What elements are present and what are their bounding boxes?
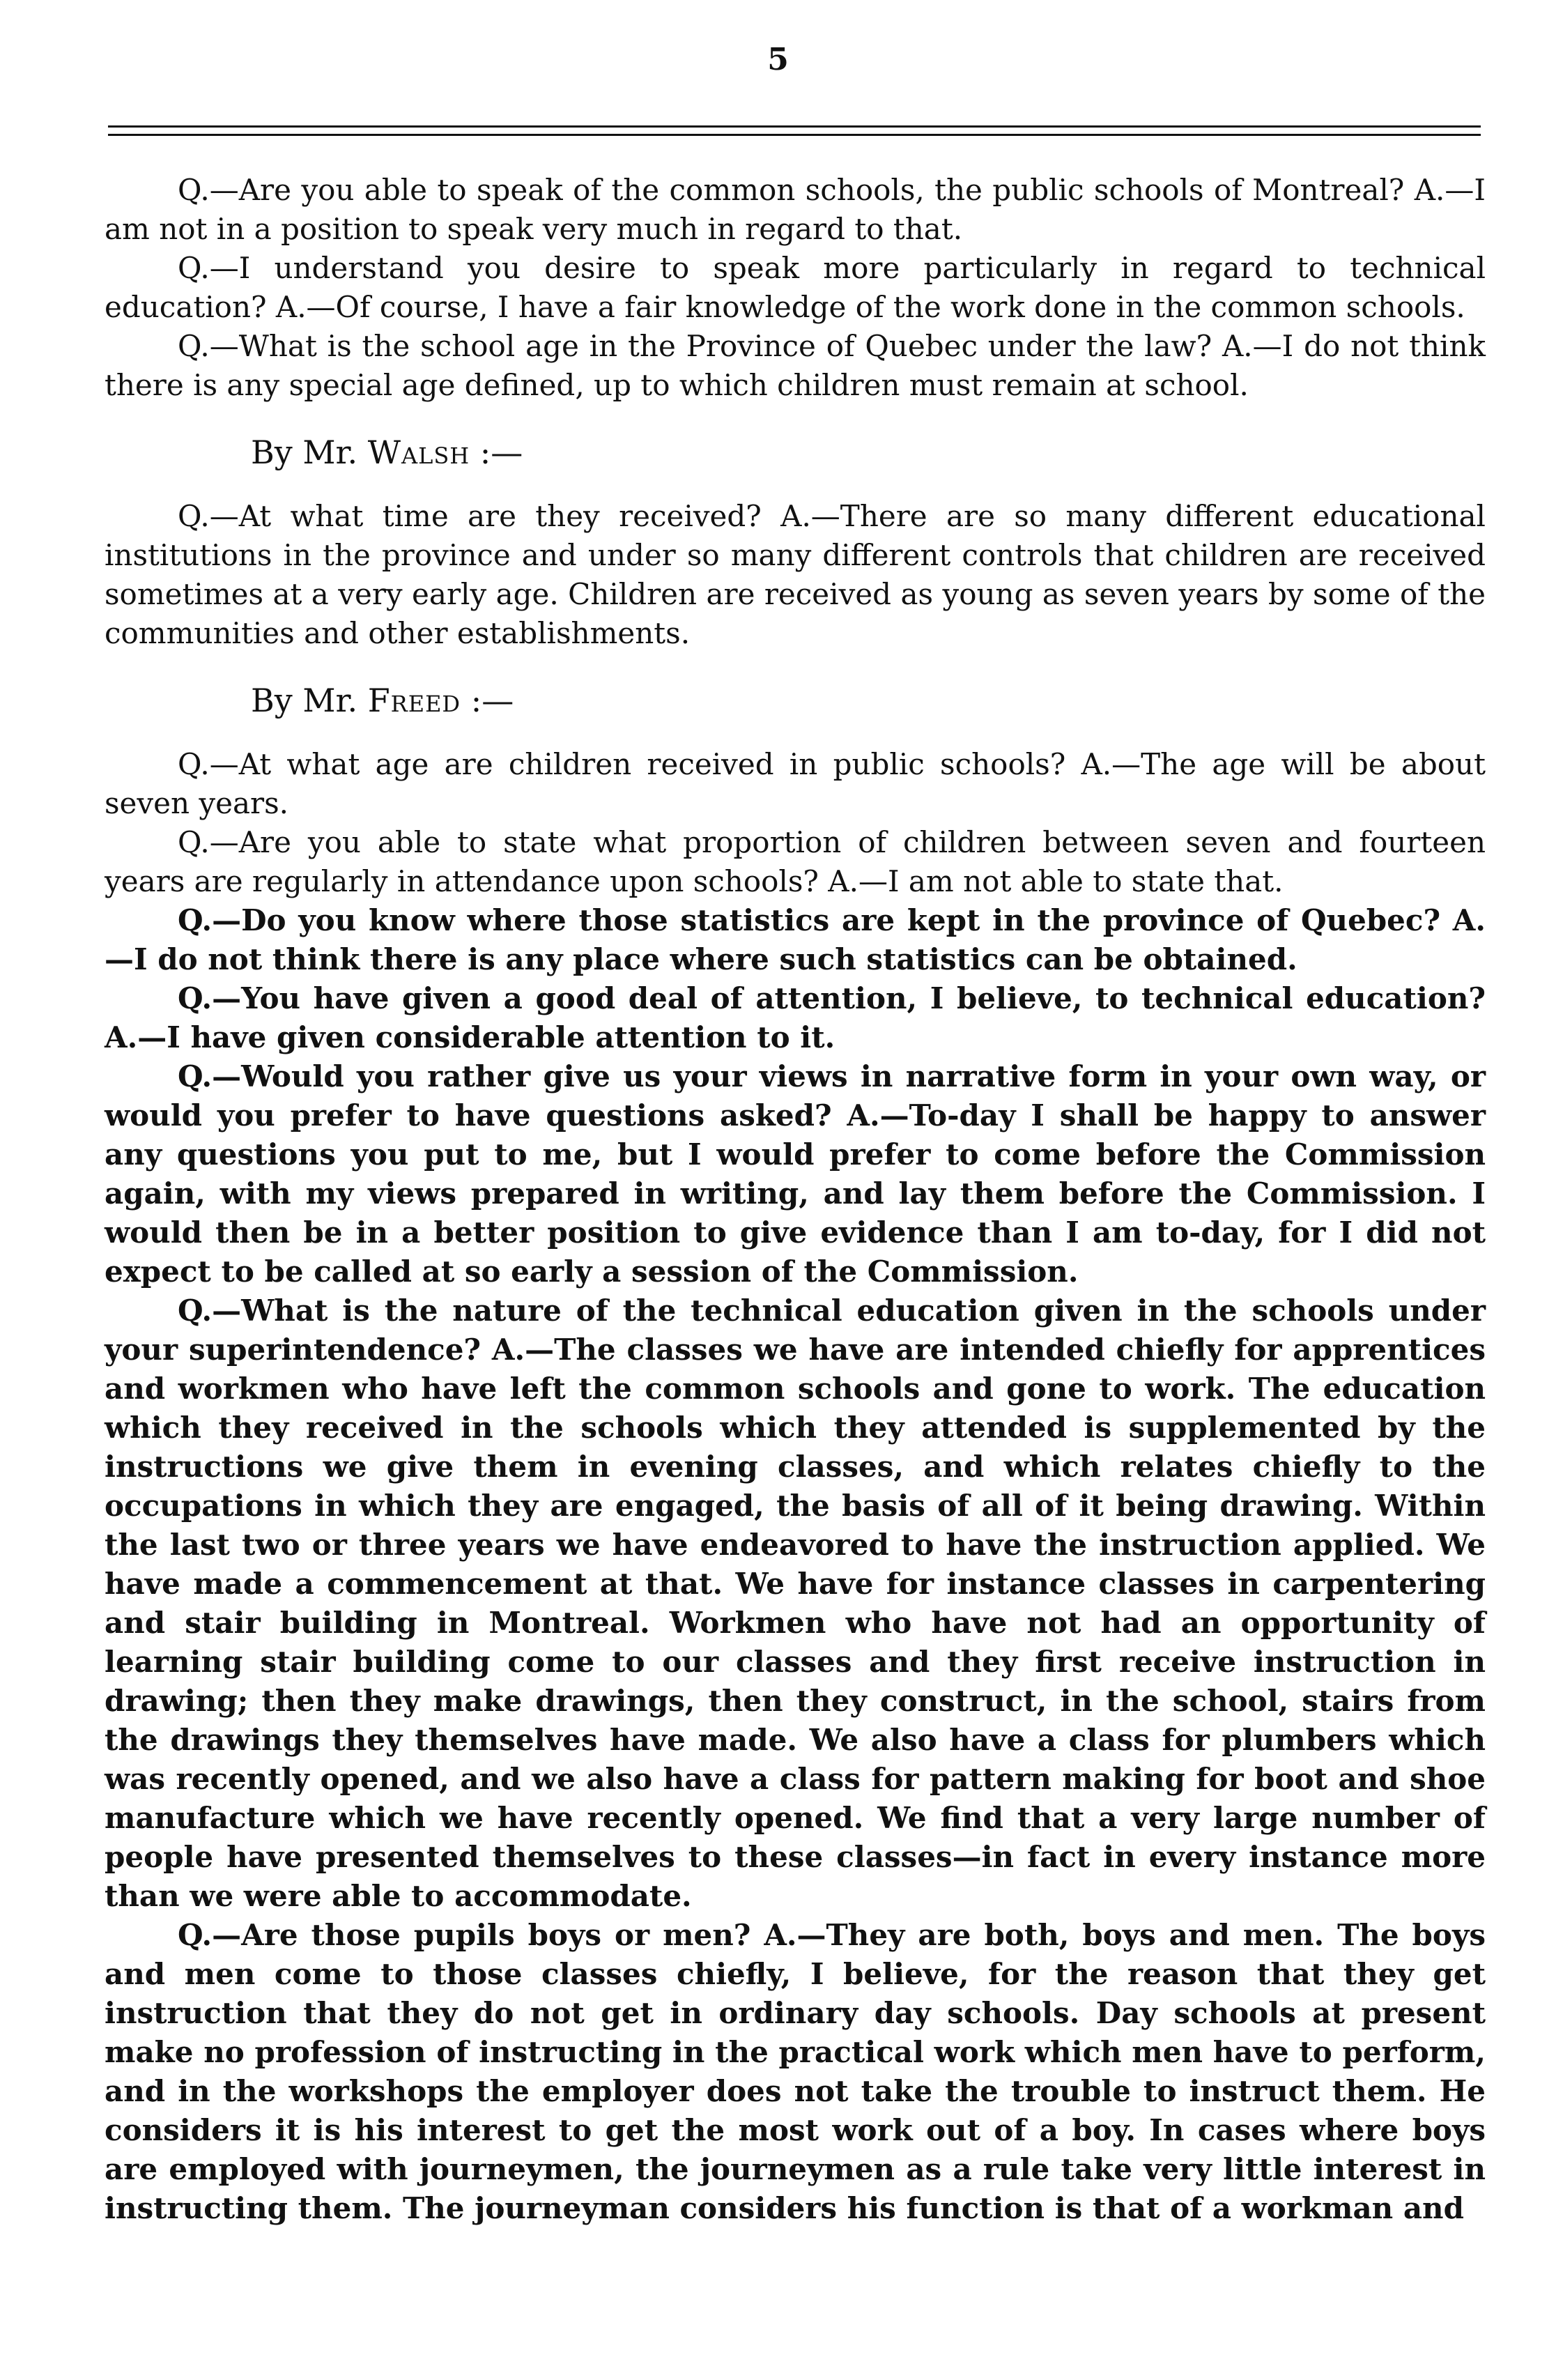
speaker-heading-walsh — [105, 433, 1486, 472]
paragraph-freed-6: Q.—What is the nature of the technical education given in the schools under your superintendence? A.—The classes we have are intended chiefly for apprentices and workmen who have left the common schools and gone to work. The education which they received in the schools which they attended is supplemented by the instructions we give them in evening classes, and which relates chiefly to the occupations in which they are engaged, the basis of all of it being drawing. Within the last two or three years we have endeavored to have the instruction applied. We have made a commencement at that. We have for instance classes in carpentering and stair building in Montreal. Workmen who have not had an opportunity of learning stair building come to our classes and they first receive instruction in drawing; then they make drawings, then they construct, in the school, stairs from the drawings they themselves have made. We also have a class for plumbers which was recently opened, and we also have a class for pattern making for boot and shoe manufacture which we have recently opened. We find that a very large number of people have presented themselves to these classes—in fact in every instance more than we were able to accommodate. — [105, 1293, 1486, 1913]
paragraph-freed-2: Q.—Are you able to state what proportion of children between seven and fourteen years are regularly in attendance upon schools? A.—I am not able to state that. — [105, 825, 1486, 898]
page-body — [105, 171, 1486, 2228]
speaker-prefix: By Mr. — [251, 682, 358, 719]
paragraph-walsh-1: Q.—At what time are they received? A.—There are so many different educational institutions in the province and under so many different controls that children are received sometimes at a very early age. Children are received as young as seven years by some of the communities and other establishments. — [105, 499, 1486, 650]
speaker-suffix: :— — [470, 682, 514, 719]
paragraph-opening-3: Q.—What is the school age in the Province of Quebec under the law? A.—I do not think there is any special age defined, up to which children must remain at school. — [105, 329, 1486, 402]
speaker-prefix: By Mr. — [251, 433, 358, 471]
speaker-name: Walsh — [367, 433, 470, 471]
paragraph-opening-1: Q.—Are you able to speak of the common schools, the public schools of Montreal? A.—I am not in a position to speak very much in regard to that. — [105, 173, 1486, 246]
paragraph-freed-3: Q.—Do you know where those statistics are kept in the province of Quebec? A.—I do not think there is any place where such statistics can be obtained. — [105, 903, 1486, 976]
speaker-suffix: :— — [479, 433, 523, 471]
paragraph-opening-2: Q.—I understand you desire to speak more particularly in regard to technical education? A.—Of course, I have a fair knowledge of the work done in the common schools. — [105, 251, 1486, 324]
paragraph-freed-1: Q.—At what age are children received in public schools? A.—The age will be about seven years. — [105, 747, 1486, 820]
paragraph-freed-7: Q.—Are those pupils boys or men? A.—They are both, boys and men. The boys and men come to those classes chiefly, I believe, for the reason that they get instruction that they do not get in ordinary day schools. Day schools at present make no profession of instructing in the practical work which men have to perform, and in the workshops the employer does not take the trouble to instruct them. He considers it is his interest to get the most work out of a boy. In cases where boys are employed with journeymen, the journeymen as a rule take very little interest in instructing them. The journeyman considers his function is that of a workman and — [105, 1918, 1486, 2225]
speaker-name: Freed — [367, 682, 461, 719]
paragraph-freed-5: Q.—Would you rather give us your views in narrative form in your own way, or would you prefer to have questions asked? A.—To-day I shall be happy to answer any questions you put to me, but I would prefer to come before the Commission again, with my views prepared in writing, and lay them before the Commission. I would then be in a better position to give evidence than I am to-day, for I did not expect to be called at so early a session of the Commission. — [105, 1059, 1486, 1289]
page-number: 5 — [767, 42, 789, 77]
speaker-heading-freed — [105, 681, 1486, 720]
paragraph-freed-4: Q.—You have given a good deal of attention, I believe, to technical education? A.—I have given considerable attention to it. — [105, 981, 1486, 1054]
header-rule-bottom — [108, 134, 1481, 136]
header-rule-top — [108, 125, 1481, 128]
